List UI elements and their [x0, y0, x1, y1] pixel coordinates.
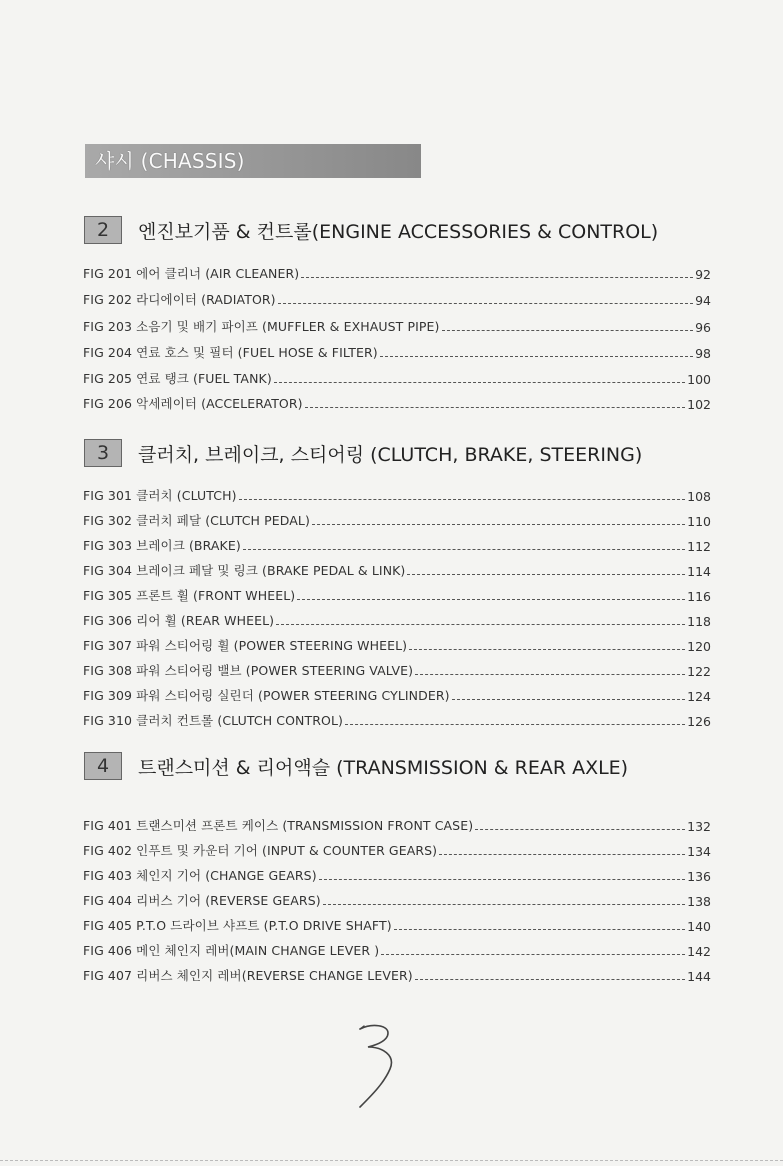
toc-leader-dashes	[278, 303, 693, 304]
toc-entry	[83, 536, 711, 554]
toc-entry-label: FIG 404 리버스 기어 (REVERSE GEARS)	[83, 893, 321, 908]
toc-entry-page: 116	[687, 589, 711, 604]
toc-entry	[83, 394, 711, 412]
toc-entry-label: FIG 204 연료 호스 및 필터 (FUEL HOSE & FILTER)	[83, 345, 378, 360]
toc-entry	[83, 511, 711, 529]
toc-entry-page: 138	[687, 894, 711, 909]
toc-entry-page: 122	[687, 664, 711, 679]
toc-entry-page: 126	[687, 714, 711, 729]
toc-entry-page: 144	[687, 969, 711, 984]
toc-entry	[83, 561, 711, 579]
section-heading	[84, 751, 628, 781]
toc-entry-page: 134	[687, 844, 711, 859]
toc-leader-dashes	[409, 649, 685, 650]
toc-leader-dashes	[415, 674, 685, 675]
toc-entry-page: 132	[687, 819, 711, 834]
toc-entry	[83, 586, 711, 604]
section-number-badge: 3	[84, 439, 122, 467]
toc-entry	[83, 661, 711, 679]
toc-entry	[83, 866, 711, 884]
toc-entry-page: 102	[687, 397, 711, 412]
toc-entry-page: 98	[695, 346, 711, 361]
toc-leader-dashes	[380, 356, 693, 357]
toc-entry-page: 92	[695, 267, 711, 282]
toc-entry-label: FIG 402 인푸트 및 카운터 기어 (INPUT & COUNTER GEARS)	[83, 843, 438, 858]
toc-entry-page: 108	[687, 489, 711, 504]
toc-entry-page: 110	[687, 514, 711, 529]
toc-entry-label: FIG 303 브레이크 (BRAKE)	[83, 538, 241, 553]
toc-leader-dashes	[442, 330, 694, 331]
chapter-banner: 샤시 (CHASSIS)	[85, 144, 421, 178]
toc-entry-page: 114	[687, 564, 711, 579]
footer-rule	[0, 1160, 783, 1161]
toc-leader-dashes	[301, 277, 693, 278]
toc-entry-page: 142	[687, 944, 711, 959]
toc-entry-label: FIG 205 연료 탱크 (FUEL TANK)	[83, 371, 272, 386]
toc-entry-page: 118	[687, 614, 711, 629]
toc-leader-dashes	[276, 624, 685, 625]
toc-entry-page: 140	[687, 919, 711, 934]
toc-entry-page: 112	[687, 539, 711, 554]
toc-entry	[83, 611, 711, 629]
toc-entry	[83, 816, 711, 834]
toc-leader-dashes	[407, 574, 685, 575]
toc-leader-dashes	[475, 829, 685, 830]
toc-entry	[83, 317, 711, 335]
toc-entry-label: FIG 206 악세레이터 (ACCELERATOR)	[83, 396, 303, 411]
toc-leader-dashes	[452, 699, 686, 700]
toc-entry	[83, 966, 711, 984]
toc-entry	[83, 916, 711, 934]
toc-entry-label: FIG 403 체인지 기어 (CHANGE GEARS)	[83, 868, 317, 883]
toc-leader-dashes	[274, 382, 685, 383]
toc-entry	[83, 686, 711, 704]
toc-entry-label: FIG 310 클러치 컨트롤 (CLUTCH CONTROL)	[83, 713, 343, 728]
toc-leader-dashes	[239, 499, 686, 500]
toc-entry	[83, 290, 711, 308]
toc-entry-label: FIG 405 P.T.O 드라이브 샤프트 (P.T.O DRIVE SHAFT)	[83, 918, 392, 933]
toc-entry-page: 136	[687, 869, 711, 884]
toc-entry-page: 94	[695, 293, 711, 308]
handwritten-page-number	[338, 1015, 418, 1115]
toc-entry	[83, 941, 711, 959]
toc-entry-label: FIG 407 리버스 체인지 레버(REVERSE CHANGE LEVER)	[83, 968, 413, 983]
toc-entry	[83, 369, 711, 387]
toc-entry-label: FIG 307 파워 스티어링 휠 (POWER STEERING WHEEL)	[83, 638, 408, 653]
toc-leader-dashes	[394, 929, 685, 930]
toc-entry-label: FIG 401 트랜스미션 프론트 케이스 (TRANSMISSION FRONT CASE)	[83, 818, 474, 833]
toc-leader-dashes	[297, 599, 685, 600]
toc-entry-label: FIG 301 클러치 (CLUTCH)	[83, 488, 237, 503]
section-number-badge: 2	[84, 216, 122, 244]
toc-leader-dashes	[439, 854, 685, 855]
section-heading	[84, 438, 642, 468]
section-title: 엔진보기품 & 컨트롤(ENGINE ACCESSORIES & CONTROL)	[138, 220, 659, 243]
toc-entry-label: FIG 201 에어 클리너 (AIR CLEANER)	[83, 266, 300, 281]
toc-entry-label: FIG 202 라디에이터 (RADIATOR)	[83, 292, 276, 307]
toc-leader-dashes	[415, 979, 685, 980]
toc-entry	[83, 891, 711, 909]
toc-entry	[83, 711, 711, 729]
toc-leader-dashes	[305, 407, 686, 408]
toc-entry-page: 100	[687, 372, 711, 387]
toc-entry-label: FIG 203 소음기 및 배기 파이프 (MUFFLER & EXHAUST PIPE)	[83, 319, 440, 334]
toc-entry	[83, 343, 711, 361]
toc-entry	[83, 486, 711, 504]
toc-entry-label: FIG 308 파워 스티어링 밸브 (POWER STEERING VALVE)	[83, 663, 414, 678]
toc-entry-page: 124	[687, 689, 711, 704]
section-title: 클러치, 브레이크, 스티어링 (CLUTCH, BRAKE, STEERING)	[138, 443, 643, 466]
section-heading	[84, 215, 658, 245]
toc-entry-label: FIG 306 리어 휠 (REAR WHEEL)	[83, 613, 275, 628]
toc-leader-dashes	[323, 904, 685, 905]
toc-entry	[83, 636, 711, 654]
toc-entry-label: FIG 406 메인 체인지 레버(MAIN CHANGE LEVER )	[83, 943, 380, 958]
toc-leader-dashes	[312, 524, 685, 525]
toc-leader-dashes	[381, 954, 685, 955]
toc-entry-label: FIG 302 클러치 페달 (CLUTCH PEDAL)	[83, 513, 310, 528]
toc-entry	[83, 841, 711, 859]
toc-entry-label: FIG 304 브레이크 페달 및 링크 (BRAKE PEDAL & LINK)	[83, 563, 406, 578]
section-number-badge: 4	[84, 752, 122, 780]
toc-entry-label: FIG 305 프론트 휠 (FRONT WHEEL)	[83, 588, 296, 603]
toc-leader-dashes	[319, 879, 685, 880]
toc-entry	[83, 264, 711, 282]
toc-leader-dashes	[243, 549, 685, 550]
toc-leader-dashes	[345, 724, 685, 725]
toc-entry-page: 96	[695, 320, 711, 335]
section-title: 트랜스미션 & 리어액슬 (TRANSMISSION & REAR AXLE)	[138, 756, 629, 779]
toc-entry-page: 120	[687, 639, 711, 654]
toc-entry-label: FIG 309 파워 스티어링 실린더 (POWER STEERING CYLINDER)	[83, 688, 450, 703]
